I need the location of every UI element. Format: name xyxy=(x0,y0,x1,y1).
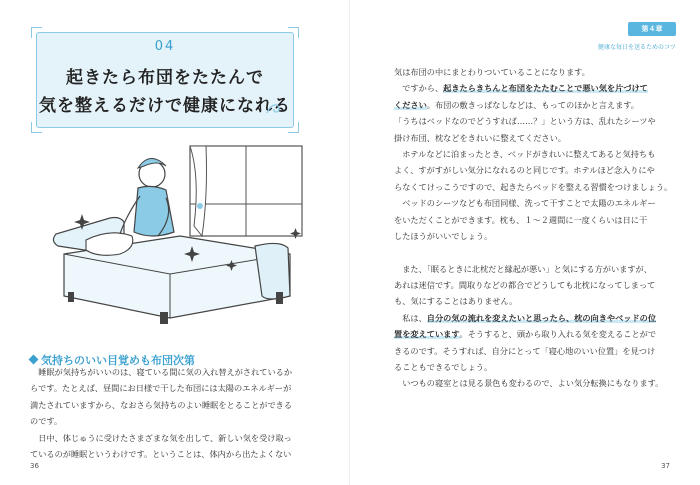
body-line: いつもの寝室とは見る景色も変わるので、よい気分転換にもなります。 xyxy=(394,378,664,389)
body-line: ですから、起きたらきちんと布団をたたむことで悪い気を片づけて xyxy=(394,83,648,94)
body-line: らなくてけっこうですので、起きたらベッドを整える習慣をつけましょう。 xyxy=(394,181,673,192)
body-line: らです。たとえば、昼間にお日様で干した布団には太陽のエネルギーが xyxy=(30,383,292,394)
highlighted-text: 自分の気の流れを変えたいと思ったら、枕の向きやベッドの位 xyxy=(426,312,657,323)
body-line: ているのが睡眠というわけです。ということは、体内から出たよくない xyxy=(30,448,292,459)
page-number-right: 37 xyxy=(661,462,670,470)
bed-making-illustration xyxy=(40,136,310,336)
body-line: ください。布団の敷きっぱなしなどは、もってのほかと言えます。 xyxy=(394,99,639,110)
highlighted-text: ください xyxy=(394,99,427,110)
body-line: あれは迷信です。間取りなどの都合でどうしても北枕になってしまって xyxy=(394,280,656,291)
chapter-tag: 第４章 xyxy=(628,22,676,36)
section-number: 04 xyxy=(154,39,176,54)
body-line: 私は、自分の気の流れを変えたいと思ったら、枕の向きやベッドの位 xyxy=(394,312,657,323)
body-line: 気は布団の中にまとわりついていることになります。 xyxy=(394,67,590,77)
body-line: 置を変えています。そうすると、頭から取り入れる気を変えることがで xyxy=(394,329,657,340)
highlighted-text: 置を変えています xyxy=(394,329,460,340)
body-line: ることもできるでしょう。 xyxy=(394,362,493,373)
body-line: したほうがいいでしょう。 xyxy=(394,230,493,241)
page-number-left: 36 xyxy=(30,462,39,470)
body-line: をいただくことができます。枕も、１〜２週間に一度くらいは日に干 xyxy=(394,214,648,225)
diamond-bullet-icon xyxy=(29,355,39,365)
chapter-subtitle: 健康な毎日を送るためのコツ xyxy=(597,44,676,51)
body-line: 掛け布団、枕などをきれいに整えてください。 xyxy=(394,132,566,143)
body-line: よく、すがすがしい気分になれるのと同じです。ホテルほど念入りにや xyxy=(394,165,655,176)
body-line: 日中、体じゅうに受けたさまざまな気を出して、新しい気を受け取っ xyxy=(30,432,292,443)
body-line: 「うちはベッドなのでどうすれば……？」という方は、乱れたシーツや xyxy=(394,116,656,127)
right-body-text xyxy=(394,64,684,392)
body-line: のです。 xyxy=(30,416,63,427)
right-page xyxy=(350,0,700,485)
title-box xyxy=(36,32,294,128)
body-line: 満たされていますから、なおさら気持ちのよい睡眠をとることができる xyxy=(30,399,293,410)
blank-line xyxy=(394,244,684,260)
highlighted-text: 起きたらきちんと布団をたたむことで悪い気を片づけて xyxy=(443,83,648,94)
body-line: また、「眠るときに北枕だと縁起が悪い」と気にする方がいますが、 xyxy=(394,263,652,274)
body-line: ベッドのシーツなども布団同様、洗って干すことで太陽のエネルギー xyxy=(394,198,656,209)
left-body-text xyxy=(30,364,330,462)
title-line-2: 気を整えるだけで健康になれる xyxy=(39,96,291,116)
body-line: きるのです。そうすれば、自分にとって「寝心地のいい位置」を見つけ xyxy=(394,345,656,356)
title-line-1: 起きたら布団をたたんで xyxy=(66,68,264,88)
section-heading: 気持ちのいい目覚めも布団次第 xyxy=(30,352,320,368)
swirl-decoration-icon xyxy=(265,101,285,117)
body-line: も、気にすることはありません。 xyxy=(394,296,518,307)
body-line: ホテルなどに泊まったとき、ベッドがきれいに整えてあると気持ちも xyxy=(394,148,656,159)
body-line: 睡眠が気持ちがいいのは、寝ている間に気の入れ替えがされているか xyxy=(30,367,293,377)
